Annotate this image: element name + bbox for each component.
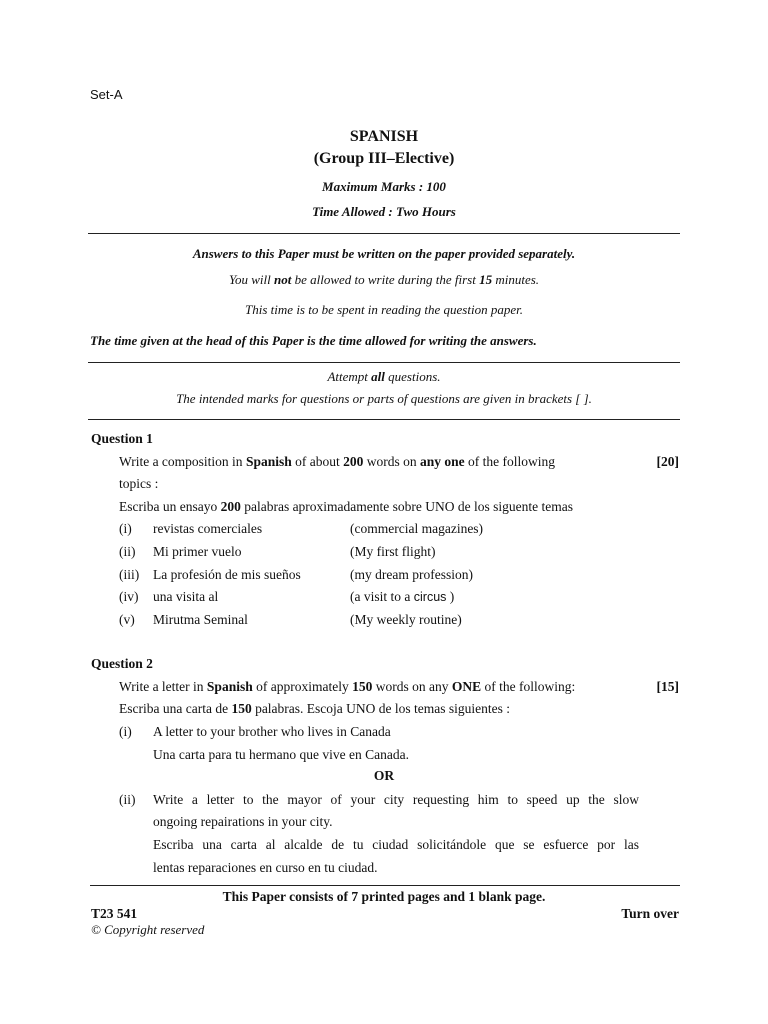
question-1-instruction-es: Escriba un ensayo 200 palabras aproximadamente sobre UNO de los siguente temas — [119, 499, 573, 514]
topic-spanish: una visita al — [153, 589, 219, 604]
set-label: Set-A — [90, 87, 123, 102]
question-2-marks: [15] — [656, 679, 679, 694]
or-separator: OR — [373, 768, 395, 783]
group-subtitle: (Group III–Elective) — [313, 150, 455, 167]
option-number: (i) — [119, 724, 132, 739]
copyright-note: © Copyright reserved — [91, 922, 205, 937]
topic-number: (ii) — [119, 544, 136, 559]
question-2-instruction-en: Write a letter in Spanish of approximately 150 words on any ONE of the following: — [119, 679, 576, 694]
subject-title: SPANISH — [349, 128, 419, 145]
divider — [88, 233, 680, 234]
question-2-heading: Question 2 — [91, 656, 153, 671]
page-count-note: This Paper consists of 7 printed pages and 1 blank page. — [222, 889, 546, 904]
max-marks: Maximum Marks : 100 — [322, 179, 446, 194]
instruction-time-note: The time given at the head of this Paper is the time allowed for writing the answers. — [90, 333, 537, 348]
topic-english: (my dream profession) — [350, 567, 473, 582]
divider — [88, 419, 680, 420]
marks-bracket-note: The intended marks for questions or parts of questions are given in brackets [ ]. — [176, 391, 592, 406]
topic-number: (iv) — [119, 589, 139, 604]
topic-number: (iii) — [119, 567, 140, 582]
option-2-spanish-line1: Escriba una carta al alcalde de tu ciudad solicitándole que se esfuerce por las — [153, 837, 639, 852]
topic-english: (commercial magazines) — [350, 521, 484, 536]
topic-english: (a visit to a circus ) — [350, 589, 455, 604]
topic-english: (My weekly routine) — [350, 612, 462, 627]
turn-over-note: Turn over — [621, 906, 679, 921]
question-1-instruction-en-cont: topics : — [119, 476, 159, 491]
instruction-answers: Answers to this Paper must be written on the paper provided separately. — [192, 246, 576, 261]
paper-code: T23 541 — [91, 906, 138, 921]
topic-spanish: Mi primer vuelo — [153, 544, 242, 559]
attempt-all-note: Attempt all questions. — [327, 369, 441, 384]
topic-spanish: La profesión de mis sueños — [153, 567, 301, 582]
instruction-reading-purpose: This time is to be spent in reading the question paper. — [245, 302, 523, 317]
topic-english: (My first flight) — [350, 544, 436, 559]
option-2-english-line2: ongoing repairations in your city. — [153, 814, 333, 829]
instruction-reading-time: You will not be allowed to write during the first 15 minutes. — [228, 272, 540, 287]
option-2-english-line1: Write a letter to the mayor of your city requesting him to speed up the slow — [153, 792, 639, 807]
divider — [88, 362, 680, 363]
question-2-instruction-es: Escriba una carta de 150 palabras. Escoja UNO de los temas siguientes : — [119, 701, 511, 716]
topic-number: (v) — [119, 612, 135, 627]
option-1-spanish: Una carta para tu hermano que vive en Canada. — [153, 747, 410, 762]
time-allowed: Time Allowed : Two Hours — [312, 204, 456, 219]
question-1-instruction-en: Write a composition in Spanish of about 200 words on any one of the following — [119, 454, 555, 469]
option-1-english: A letter to your brother who lives in Canada — [153, 724, 391, 739]
option-2-spanish-line2: lentas reparaciones en curso en tu ciudad. — [153, 860, 378, 875]
topic-spanish: Mirutma Seminal — [153, 612, 248, 627]
option-number: (ii) — [119, 792, 136, 807]
footer-divider — [90, 885, 680, 886]
question-1-marks: [20] — [656, 454, 679, 469]
question-1-heading: Question 1 — [91, 431, 153, 446]
topic-number: (i) — [119, 521, 132, 536]
topic-spanish: revistas comerciales — [153, 521, 263, 536]
